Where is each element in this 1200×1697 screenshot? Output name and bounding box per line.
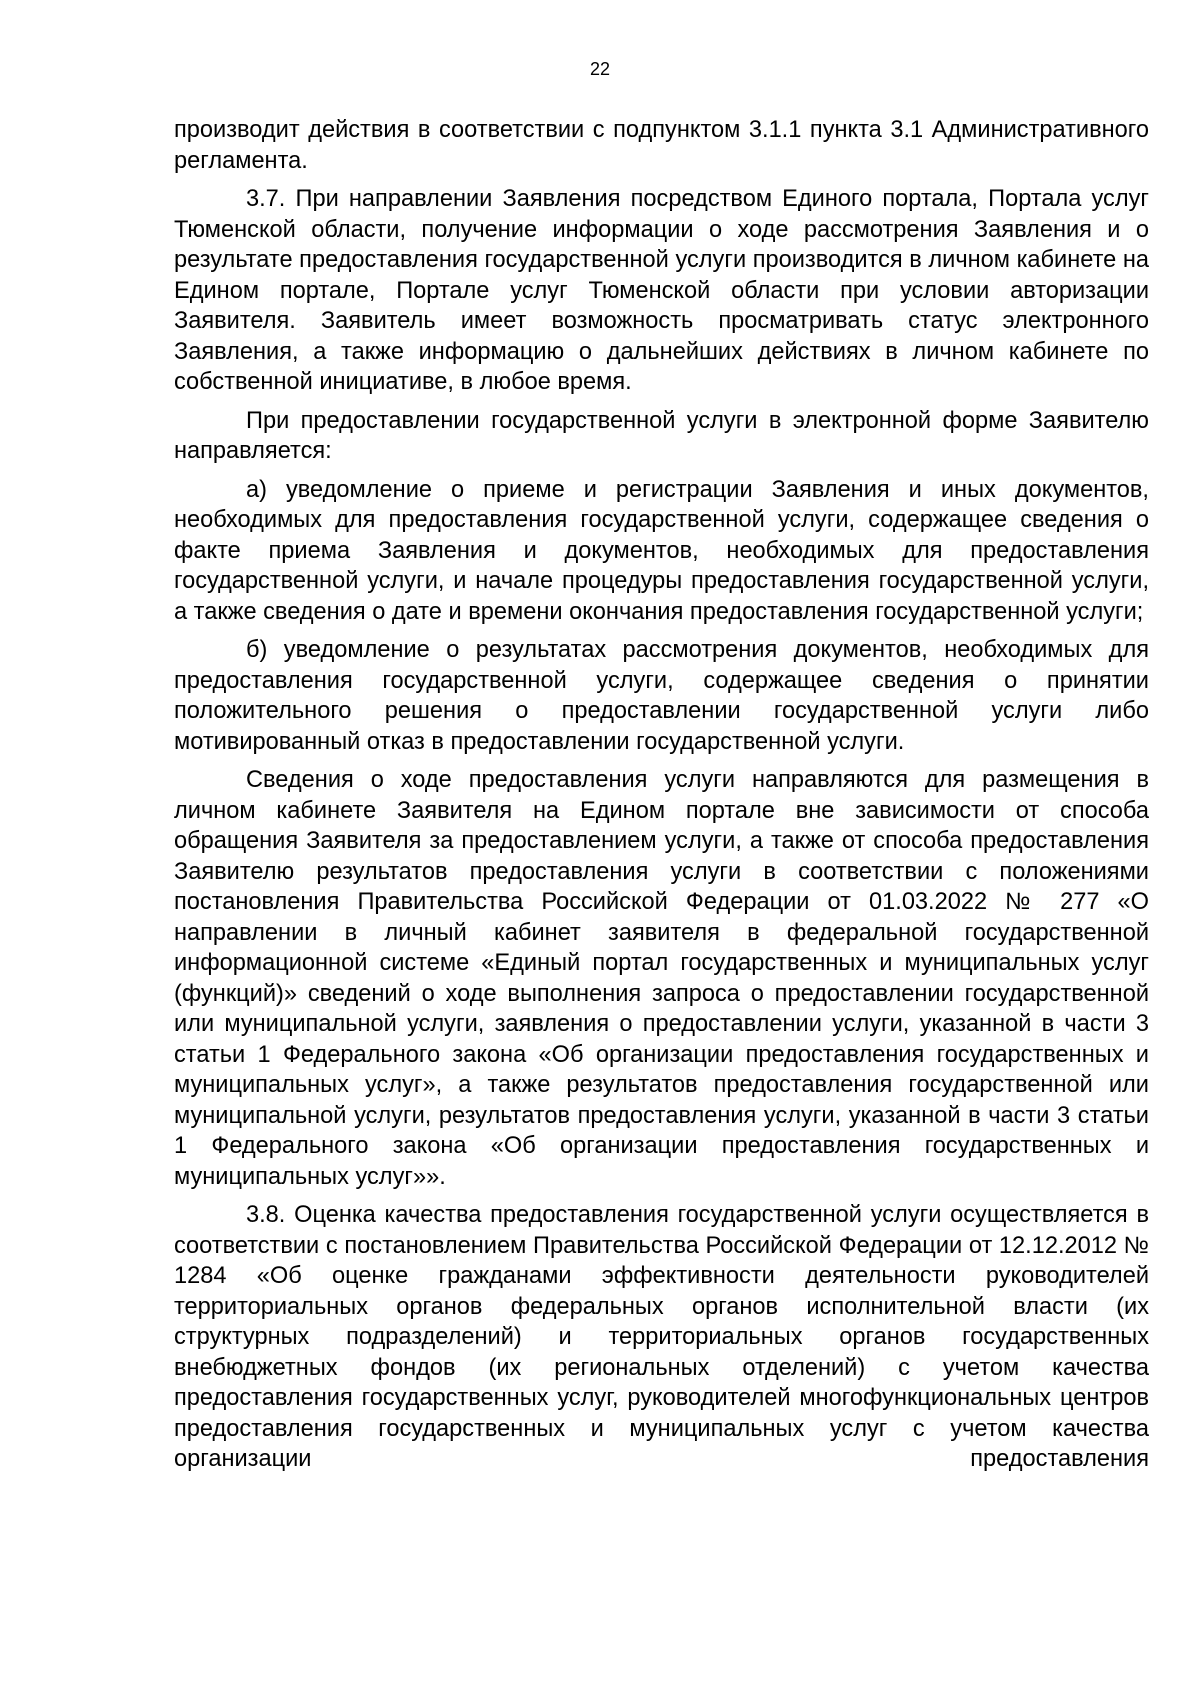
paragraph-electronic-form-intro: При предоставлении государственной услуги в электронной форме Заявителю направляется: bbox=[174, 407, 1149, 464]
paragraph-item-b: б) уведомление о результатах рассмотрения документов, необходимых для предоставления государственной услуги, содержащее сведения о принятии положительного решения о предоставлении государственной услуги либо мотивированный отказ в предоставлении государственной услуги. bbox=[174, 637, 1149, 755]
paragraph-item-a: а) уведомление о приеме и регистрации Заявления и иных документов, необходимых для предоставления государственной услуги, содержащее сведения о факте приема Заявления и документов, необходимых для предоставления государственной услуги, и начале процедуры предоставления государственной услуги, а также сведения о дате и времени окончания предоставления государственной услуги; bbox=[174, 476, 1149, 625]
document-body bbox=[174, 115, 1149, 1483]
paragraph-progress-info: Сведения о ходе предоставления услуги направляются для размещения в личном кабинете Заявителя на Едином портале вне зависимости от способа обращения Заявителя за предоставлением услуги, а также от способа предоставления Заявителю результатов предоставления услуги в соответствии с положениями постановления Правительства Российской Федерации от 01.03.2022 № 277 «О направлении в личный кабинет заявителя в федеральной государственной информационной системе «Единый портал государственных и муниципальных услуг (функций)» сведений о ходе выполнения запроса о предоставлении государственной или муниципальной услуги, заявления о предоставлении услуги, указанной в части 3 статьи 1 Федерального закона «Об организации предоставления государственных и муниципальных услуг», а также результатов предоставления государственной или муниципальной услуги, результатов предоставления услуги, указанной в части 3 статьи 1 Федерального закона «Об организации предоставления государственных и муниципальных услуг»». bbox=[174, 767, 1149, 1190]
paragraph-3-7: 3.7. При направлении Заявления посредством Единого портала, Портала услуг Тюменской области, получение информации о ходе рассмотрения Заявления и о результате предоставления государственной услуги производится в личном кабинете на Едином портале, Портале услуг Тюменской области при условии авторизации Заявителя. Заявитель имеет возможность просматривать статус электронного Заявления, а также информацию о дальнейших действиях в личном кабинете по собственной инициативе, в любое время. bbox=[174, 186, 1149, 395]
paragraph-3-8: 3.8. Оценка качества предоставления государственной услуги осуществляется в соответствии с постановлением Правительства Российской Федерации от 12.12.2012 № 1284 «Об оценке гражданами эффективности деятельности руководителей территориальных органов федеральных органов исполнительной власти (их структурных подразделений) и территориальных органов государственных внебюджетных фондов (их региональных отделений) с учетом качества предоставления государственных услуг, руководителей многофункциональных центров предоставления государственных и муниципальных услуг с учетом качества организации предоставления bbox=[174, 1202, 1149, 1472]
page-number: 22 bbox=[589, 59, 611, 79]
paragraph-continuation: производит действия в соответствии с подпунктом 3.1.1 пункта 3.1 Административного регламента. bbox=[174, 117, 1149, 174]
